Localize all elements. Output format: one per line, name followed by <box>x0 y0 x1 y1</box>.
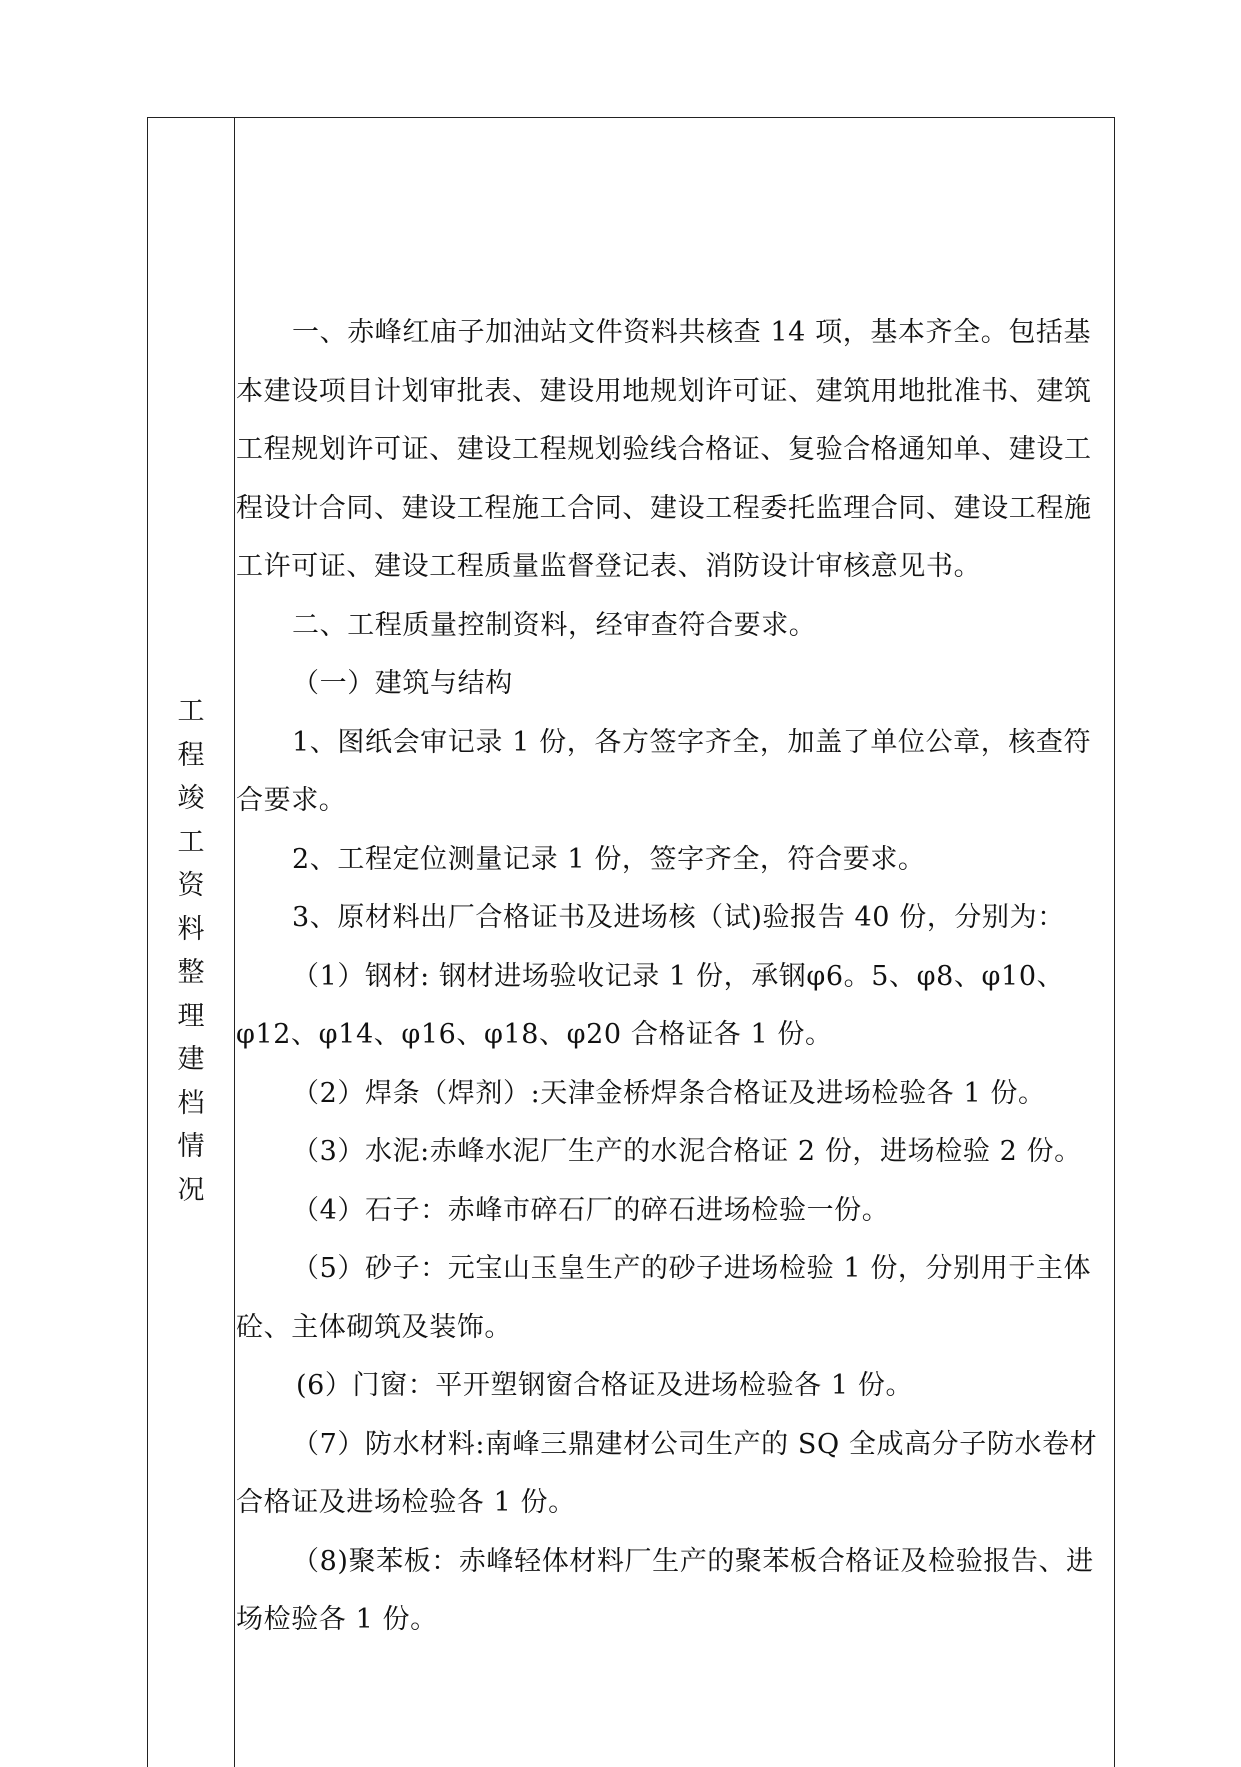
label-char: 工 <box>177 826 205 858</box>
label-char: 料 <box>177 913 205 945</box>
label-char: 资 <box>177 870 205 901</box>
label-char: 档 <box>177 1087 205 1119</box>
paragraph-polystyrene: （8)聚苯板：赤峰轻体材料厂生产的聚苯板合格证及检验报告、进场检验各 1 份。 <box>236 1545 1094 1635</box>
label-char: 况 <box>177 1174 205 1206</box>
label-char: 竣 <box>177 783 205 814</box>
paragraph-quality-heading: 二、工程质量控制资料，经审查符合要求。 <box>292 609 817 641</box>
paragraph-steel: （1）钢材: 钢材进场验收记录 1 份，承钢φ6。5、φ8、φ10、φ12、φ14、φ16、φ18、φ20 合格证各 1 份。 <box>236 960 1065 1050</box>
content-cell <box>236 304 1116 1650</box>
paragraph-gravel: （4）石子：赤峰市碎石厂的碎石进场检验一份。 <box>292 1194 890 1226</box>
paragraph-welding-rod: （2）焊条（焊剂）:天津金桥焊条合格证及进场检验各 1 份。 <box>292 1077 1046 1109</box>
archive-table <box>147 117 1115 1767</box>
paragraph-drawing-review: 1、图纸会审记录 1 份，各方签字齐全，加盖了单位公章，核查符合要求。 <box>236 726 1092 816</box>
paragraph-waterproofing: （7）防水材料:南峰三鼎建材公司生产的 SQ 全成高分子防水卷材合格证及进场检验各 1 份。 <box>236 1428 1098 1518</box>
paragraph-survey-record: 2、工程定位测量记录 1 份，签字齐全，符合要求。 <box>292 843 926 875</box>
label-char: 建 <box>177 1044 205 1075</box>
label-char: 情 <box>177 1131 205 1162</box>
paragraph-document-list: 一、赤峰红庙子加油站文件资料共核查 14 项，基本齐全。包括基本建设项目计划审批表、建设用地规划许可证、建筑用地批准书、建筑工程规划许可证、建设工程规划验线合格证、复验合格通知单、建设工程设计合同、建设工程施工合同、建设工程委托监理合同、建设工程施工许可证、建设工程质量监督登记表、消防设计审核意见书。 <box>236 317 1092 582</box>
section-label <box>148 690 234 1212</box>
label-char: 工 <box>177 696 205 727</box>
paragraph-cement: （3）水泥:赤峰水泥厂生产的水泥合格证 2 份，进场检验 2 份。 <box>292 1136 1082 1167</box>
paragraph-sand: （5）砂子：元宝山玉皇生产的砂子进场检验 1 份，分别用于主体砼、主体砌筑及装饰。 <box>236 1253 1092 1343</box>
paragraph-materials: 3、原材料出厂合格证书及进场核（试)验报告 40 份，分别为： <box>292 902 1065 933</box>
paragraph-architecture-heading: （一）建筑与结构 <box>292 668 513 699</box>
column-divider <box>234 118 235 1767</box>
label-char: 程 <box>177 739 205 771</box>
label-char: 整 <box>177 957 205 988</box>
label-char: 理 <box>177 1000 205 1032</box>
paragraph-windows: (6）门窗：平开塑钢窗合格证及进场检验各 1 份。 <box>296 1370 914 1401</box>
